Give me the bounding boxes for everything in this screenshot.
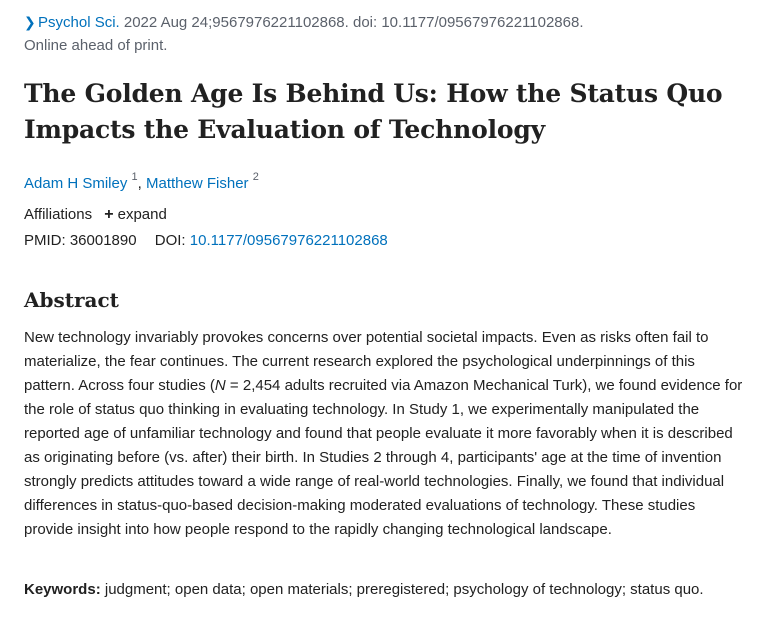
author-list	[24, 168, 259, 195]
plus-icon: +	[104, 206, 114, 223]
keywords-text: judgment; open data; open materials; preregistered; psychology of technology; status quo.	[100, 581, 704, 598]
publication-status: Online ahead of print.	[24, 37, 168, 54]
abstract-text-part-1: New technology invariably provokes concerns over potential societal impacts. Even as risks often fail to materialize, the fear continues. The current research explored the psychological underpinnings of this pattern. Across four studies (	[24, 329, 709, 394]
pmid-value: 36001890	[69, 232, 137, 249]
pmid-label: PMID:	[24, 232, 66, 249]
citation-details: 2022 Aug 24;9567976221102868. doi: 10.1177/09567976221102868.	[119, 14, 584, 31]
article-title: The Golden Age Is Behind Us: How the Status Quo Impacts the Evaluation of Technology	[24, 79, 723, 144]
abstract-text	[24, 326, 746, 542]
author-affiliation-ref-1[interactable]: 1	[131, 171, 138, 183]
citation-line	[24, 12, 584, 33]
author-separator: ,	[137, 175, 146, 192]
identifiers	[24, 230, 388, 252]
expand-button[interactable]	[104, 206, 167, 223]
author-link-2[interactable]: Matthew Fisher	[146, 175, 249, 192]
chevron-right-icon[interactable]: ❯	[24, 14, 36, 30]
affiliations-toggle[interactable]	[24, 204, 167, 226]
keywords	[24, 578, 759, 602]
affiliations-label: Affiliations	[24, 206, 93, 223]
author-affiliation-ref-2[interactable]: 2	[252, 171, 259, 183]
abstract-text-part-2: = 2,454 adults recruited via Amazon Mechanical Turk), we found evidence for the role of status quo thinking in evaluating technology. In Study 1, we experimentally manipulated the reported age of unfamiliar technology and found that people evaluate it more favorably when it is described as originating before (vs. after) their birth. In Studies 2 through 4, participants' age at the time of invention strongly predicts attitudes toward a wide range of real-world technologies. Finally, we found that individual differences in status-quo-based decision-making moderated evaluations of technology. These studies provide insight into how people respond to the rapidly changing technological landscape.	[24, 377, 743, 538]
expand-label: expand	[117, 206, 167, 223]
abstract-heading: Abstract	[24, 288, 119, 312]
abstract-n-symbol: N	[214, 377, 226, 394]
doi-label: DOI:	[154, 232, 186, 249]
doi-link[interactable]: 10.1177/09567976221102868	[189, 232, 388, 249]
journal-link[interactable]: Psychol Sci.	[38, 14, 120, 31]
keywords-label: Keywords:	[24, 581, 101, 598]
author-link-1[interactable]: Adam H Smiley	[24, 175, 128, 192]
